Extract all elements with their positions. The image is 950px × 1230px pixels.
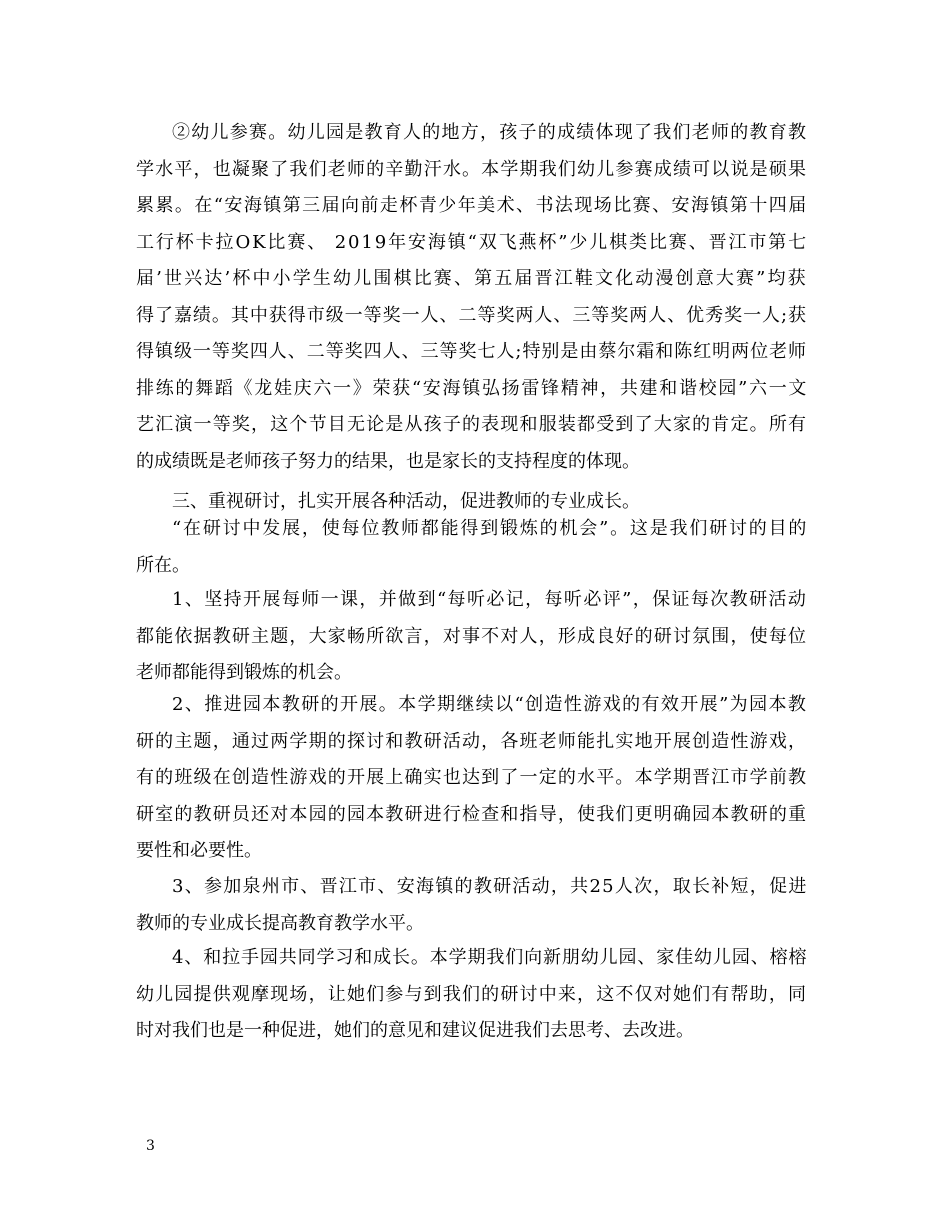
paragraph-line: 幼儿园提供观摩现场，让她们参与到我们的研讨中来，这不仅对她们有帮助，同 bbox=[136, 983, 808, 1005]
page-number: 3 bbox=[146, 1138, 155, 1154]
paragraph-line: 学水平，也凝聚了我们老师的辛勤汗水。本学期我们幼儿参赛成绩可以说是硕果 bbox=[136, 158, 808, 180]
paragraph-line: 排练的舞蹈《龙娃庆六一》荣获“安海镇弘扬雷锋精神，共建和谐校园”六一文 bbox=[136, 377, 809, 399]
paragraph-line: 要性和必要性。 bbox=[136, 840, 262, 861]
paragraph-line: “在研讨中发展，使每位教师都能得到锻炼的机会”。这是我们研讨的目的 bbox=[172, 518, 809, 539]
paragraph-line: 都能依据教研主题，大家畅所欲言，对事不对人，形成良好的研讨氛围，使每位 bbox=[136, 625, 808, 647]
paragraph-line: 3、参加泉州市、晋江市、安海镇的教研活动，共25人次，取长补短，促进 bbox=[172, 876, 808, 897]
paragraph-line: 1、坚持开展每师一课，并做到“每听必记，每听必评”，保证每次教研活动 bbox=[172, 589, 808, 610]
paragraph-line: 有的班级在创造性游戏的开展上确实也达到了一定的水平。本学期晋江市学前教 bbox=[136, 767, 808, 788]
paragraph-line: 届’世兴达’杯中小学生幼儿围棋比赛、第五届晋江鞋文化动漫创意大赛”均获 bbox=[136, 268, 808, 289]
paragraph-line: 时对我们也是一种促进，她们的意见和建议促进我们去思考、去改进。 bbox=[136, 1020, 694, 1041]
paragraph-line: 艺汇演一等奖，这个节目无论是从孩子的表现和服装都受到了大家的肯定。所有 bbox=[136, 414, 808, 435]
paragraph-line: 工行杯卡拉OK比赛、 2019年安海镇“双飞燕杯”少儿棋类比赛、晋江市第七 bbox=[136, 231, 809, 253]
paragraph-line: 教师的专业成长提高教育教学水平。 bbox=[136, 912, 424, 934]
paragraph-line: 所在。 bbox=[136, 554, 190, 576]
paragraph-line: ②幼儿参赛。幼儿园是教育人的地方，孩子的成绩体现了我们老师的教育教 bbox=[172, 122, 808, 143]
paragraph-line: 研的主题，通过两学期的探讨和教研活动，各班老师能扎实地开展创造性游戏， bbox=[136, 730, 808, 752]
paragraph-line: 的成绩既是老师孩子努力的结果，也是家长的支持程度的体现。 bbox=[136, 450, 640, 472]
paragraph-line: 得镇级一等奖四人、二等奖四人、三等奖七人;特别是由蔡尔霜和陈红明两位老师 bbox=[136, 341, 808, 362]
paragraph-line: 三、重视研讨，扎实开展各种活动，促进教师的专业成长。 bbox=[172, 491, 640, 512]
paragraph-line: 累累。在“安海镇第三届向前走杯青少年美术、书法现场比赛、安海镇第十四届 bbox=[136, 195, 808, 216]
paragraph-line: 老师都能得到锻炼的机会。 bbox=[136, 662, 352, 683]
paragraph-line: 研室的教研员还对本园的园本教研进行检查和指导，使我们更明确园本教研的重 bbox=[136, 803, 808, 825]
paragraph-line: 4、和拉手园共同学习和成长。本学期我们向新朋幼儿园、家佳幼儿园、榕榕 bbox=[172, 947, 808, 968]
paragraph-line: 2、推进园本教研的开展。本学期继续以“创造性游戏的有效开展”为园本教 bbox=[172, 694, 808, 715]
paragraph-line: 得了嘉绩。其中获得市级一等奖一人、二等奖两人、三等奖两人、优秀奖一人;获 bbox=[136, 304, 808, 326]
